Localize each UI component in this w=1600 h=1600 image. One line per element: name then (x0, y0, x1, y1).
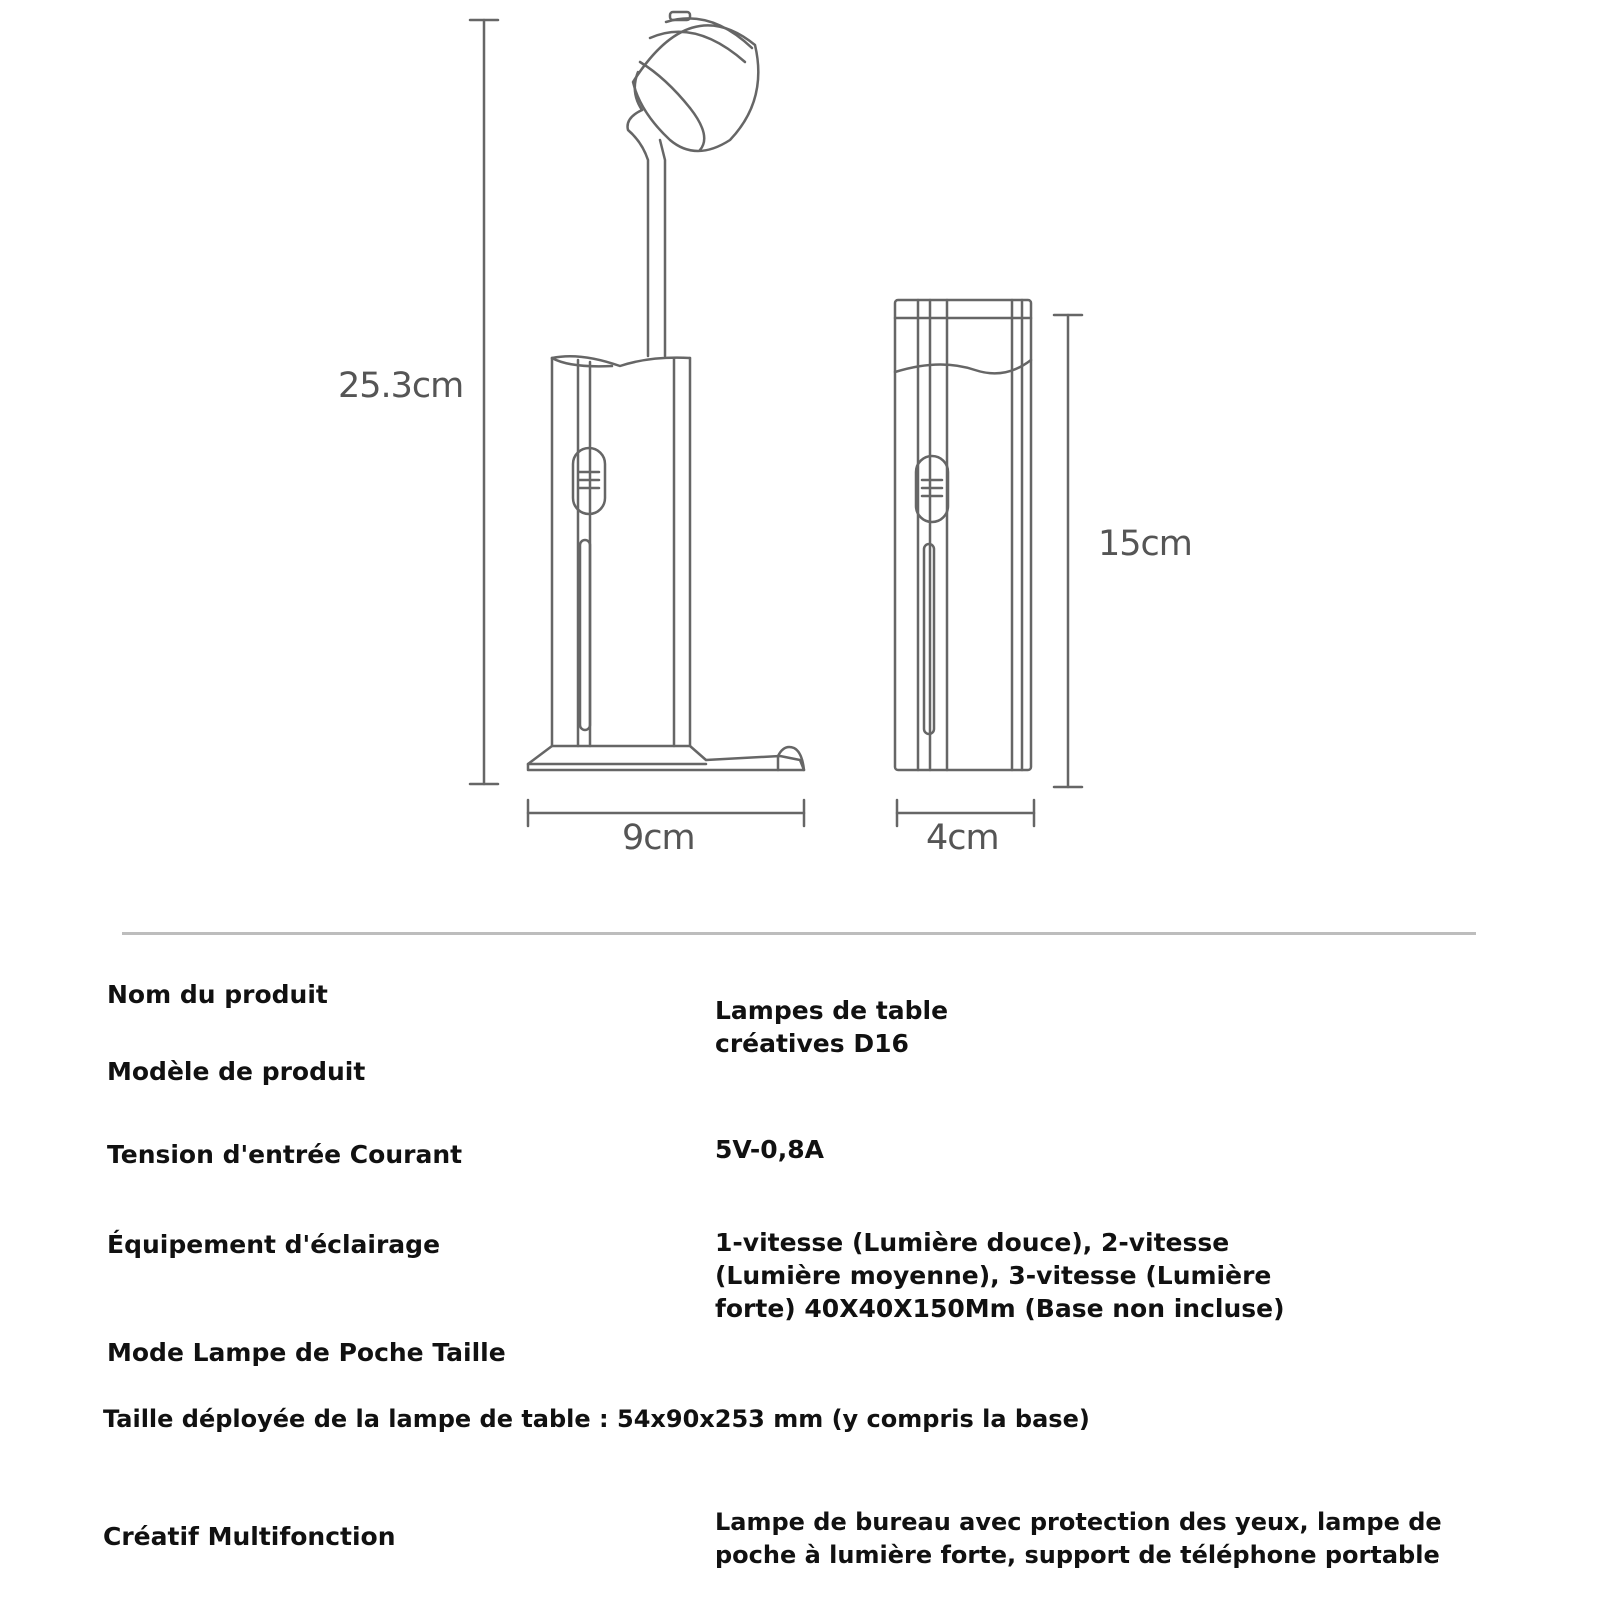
lamp-base (528, 746, 804, 770)
input-voltage-label: Tension d'entrée Courant (107, 1140, 463, 1169)
width-open-label: 9cm (622, 818, 695, 858)
creative-multifunction-value: Lampe de bureau avec protection des yeux, lampe de poche à lumière forte, support de téléphone portable (715, 1508, 1442, 1569)
section-divider (122, 932, 1476, 935)
closed-lamp-illustration (895, 300, 1031, 770)
height-closed-label: 15cm (1098, 524, 1192, 564)
height-open-dimension-line (470, 20, 498, 784)
creative-multifunction-label: Créatif Multifonction (103, 1522, 396, 1551)
product-name-value: Lampes de table créatives D16 (715, 996, 949, 1058)
product-model-label: Modèle de produit (107, 1057, 366, 1086)
lamp-head (633, 12, 758, 151)
lamp-body (552, 356, 690, 746)
lighting-value: 1-vitesse (Lumière douce), 2-vitesse (Lumière moyenne), 3-vitesse (Lumière forte) 40X40X150Mm (Base non incluse) (715, 1228, 1285, 1323)
input-voltage-value: 5V-0,8A (715, 1135, 824, 1164)
lighting-label: Équipement d'éclairage (107, 1230, 441, 1259)
height-open-label: 25.3cm (338, 366, 464, 406)
flashlight-size-label: Mode Lampe de Poche Taille (107, 1338, 506, 1367)
width-closed-label: 4cm (926, 818, 999, 858)
height-closed-dimension-line (1054, 315, 1082, 787)
lamp-neck (628, 110, 665, 356)
deployed-size-text: Taille déployée de la lampe de table : 54x90x253 mm (y compris la base) (103, 1405, 1090, 1433)
product-name-label: Nom du produit (107, 980, 328, 1009)
open-lamp-illustration (528, 12, 804, 770)
